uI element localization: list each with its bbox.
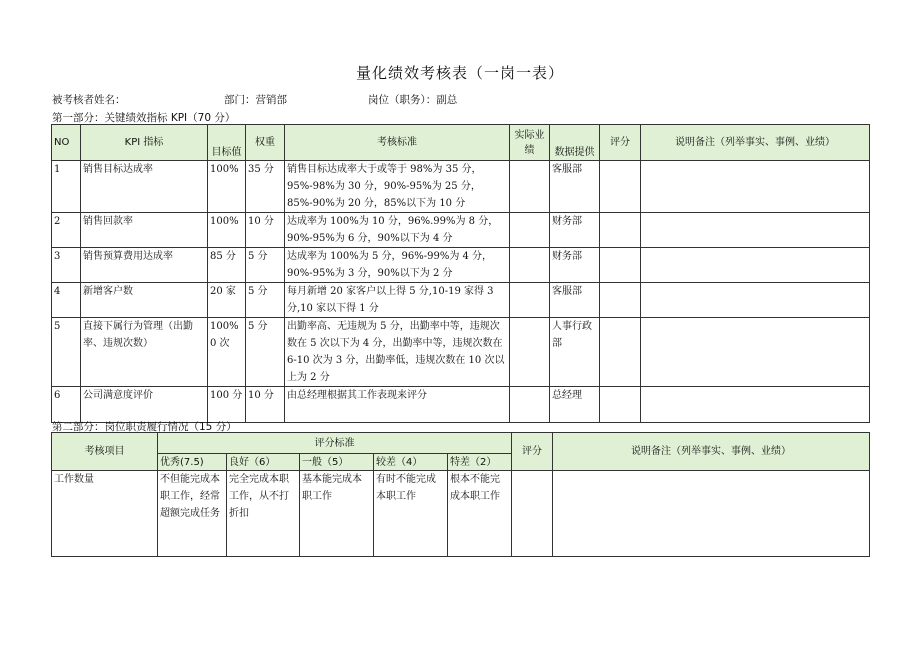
table-row [52,318,870,387]
row-target: 85 分 [208,248,246,283]
row-source: 客服部 [550,283,600,318]
table-row [52,283,870,318]
row-fair: 基本能完成本职工作 [300,471,374,557]
header-target: 目标值 [208,125,246,161]
row-source: 财务部 [550,248,600,283]
row-criteria: 由总经理根据其工作表现来评分 [285,387,510,423]
header-no: NO [52,125,81,161]
row-remark[interactable] [641,318,870,387]
row-no: 1 [52,161,81,213]
row-remark[interactable] [553,471,870,557]
row-very-poor: 根本不能完成本职工作 [448,471,512,557]
row-remark[interactable] [641,283,870,318]
row-weight: 10 分 [246,213,285,248]
row-score[interactable] [600,161,641,213]
row-no: 3 [52,248,81,283]
row-target: 100% [208,161,246,213]
row-score[interactable] [512,471,553,557]
row-score[interactable] [600,248,641,283]
row-actual[interactable] [510,248,550,283]
row-actual[interactable] [510,283,550,318]
header-weight: 权重 [246,125,285,161]
header-criteria: 考核标准 [285,125,510,161]
row-no: 6 [52,387,81,423]
header-remark: 说明备注（列举事实、事例、业绩） [641,125,870,161]
row-criteria: 达成率为 100%为 5 分，96%-99%为 4 分，90%-95%为 3 分，90%以下为 2 分 [285,248,510,283]
row-poor: 有时不能完成本职工作 [374,471,448,557]
row-score[interactable] [600,213,641,248]
row-criteria: 销售目标达成率大于或等于 98%为 35 分，95%-98%为 30 分，90%-95%为 25 分，85%-90%为 20 分，85%以下为 10 分 [285,161,510,213]
part2-heading: 第二部分：岗位职责履行情况（15 分） [52,421,237,433]
row-weight: 5 分 [246,318,285,387]
row-kpi: 销售目标达成率 [81,161,208,213]
row-kpi: 销售回款率 [81,213,208,248]
row-remark[interactable] [641,387,870,423]
row-actual[interactable] [510,318,550,387]
row-target: 100% 0 次 [208,318,246,387]
header-criteria: 评分标准 [158,433,512,454]
row-kpi: 公司满意度评价 [81,387,208,423]
row-score[interactable] [600,318,641,387]
header-score: 评分 [512,433,553,471]
header-score: 评分 [600,125,641,161]
row-weight: 10 分 [246,387,285,423]
department-label: 部门：营销部 [224,94,287,106]
row-score[interactable] [600,283,641,318]
row-kpi: 销售预算费用达成率 [81,248,208,283]
header-item: 考核项目 [52,433,158,471]
header-remark: 说明备注（列举事实、事例、业绩） [553,433,870,471]
table-row [52,248,870,283]
row-item: 工作数量 [52,471,158,557]
row-actual[interactable] [510,387,550,423]
row-weight: 5 分 [246,283,285,318]
header-excellent: 优秀(7.5) [158,454,227,471]
row-source: 财务部 [550,213,600,248]
row-source: 客服部 [550,161,600,213]
table-row [52,387,870,423]
row-kpi: 新增客户数 [81,283,208,318]
row-target: 20 家 [208,283,246,318]
row-remark[interactable] [641,213,870,248]
row-excellent: 不但能完成本职工作，经常超额完成任务 [158,471,227,557]
kpi-table [51,124,870,423]
header-kpi: KPI 指标 [81,125,208,161]
row-actual[interactable] [510,161,550,213]
row-remark[interactable] [641,248,870,283]
row-weight: 35 分 [246,161,285,213]
header-actual: 实际业绩 [510,125,550,161]
duty-table [51,432,870,557]
row-kpi: 直接下属行为管理（出勤率、违规次数） [81,318,208,387]
header-good: 良好（6） [227,454,300,471]
position-label: 岗位（职务）：副总 [368,94,458,106]
table-row [52,213,870,248]
row-target: 100% [208,213,246,248]
row-source: 人事行政部 [550,318,600,387]
row-good: 完全完成本职工作，从不打折扣 [227,471,300,557]
header-source: 数据提供 [550,125,600,161]
row-actual[interactable] [510,213,550,248]
row-criteria: 出勤率高、无违规为 5 分，出勤率中等，违规次数在 5 次以下为 4 分，出勤率中等，违规次数在 6-10 次为 3 分，出勤率低，违规次数在 10 次以上为 2 分 [285,318,510,387]
page-title: 量化绩效考核表（一岗一表） [355,64,564,82]
row-criteria: 每月新增 20 家客户以上得 5 分,10-19 家得 3 分,10 家以下得 1 分 [285,283,510,318]
table-row [52,161,870,213]
table-row [52,471,870,557]
row-no: 4 [52,283,81,318]
row-criteria: 达成率为 100%为 10 分，96%.99%为 8 分，90%-95%为 6 分，90%以下为 4 分 [285,213,510,248]
header-fair: 一般（5） [300,454,374,471]
part1-heading: 第一部分：关键绩效指标 KPI（70 分） [52,112,236,124]
row-remark[interactable] [641,161,870,213]
header-poor: 较差（4） [374,454,448,471]
row-source: 总经理 [550,387,600,423]
examinee-name-label: 被考核者姓名： [52,94,126,106]
row-no: 2 [52,213,81,248]
row-target: 100 分 [208,387,246,423]
row-no: 5 [52,318,81,387]
row-weight: 5 分 [246,248,285,283]
header-very-poor: 特差（2） [448,454,512,471]
row-score[interactable] [600,387,641,423]
